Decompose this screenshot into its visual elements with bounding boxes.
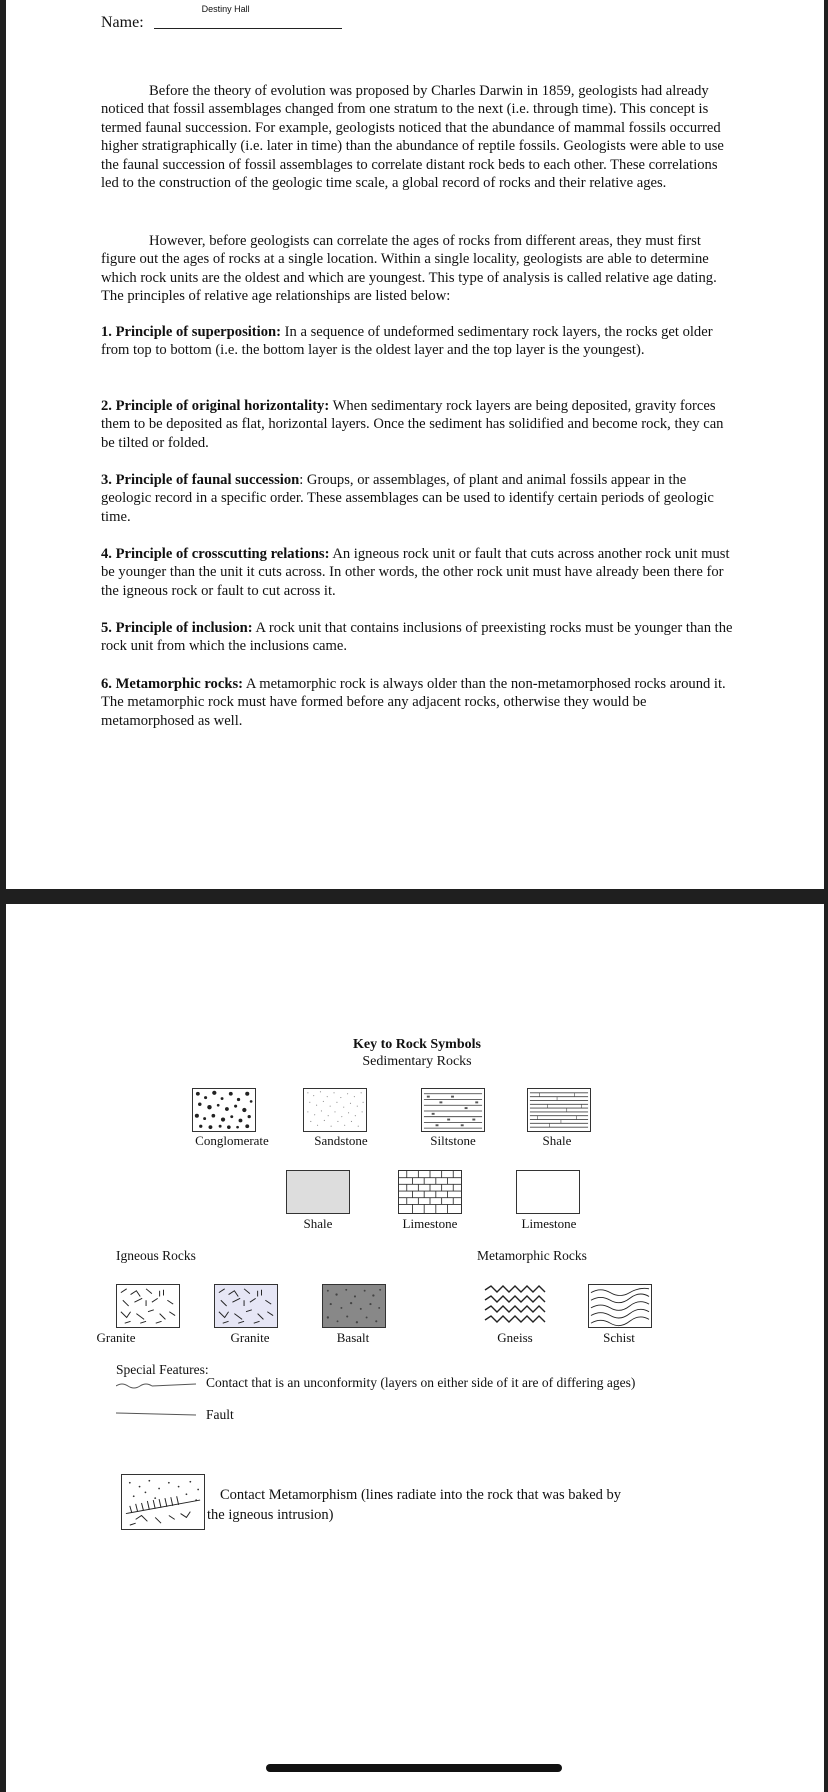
intro-paragraph-2: However, before geologists can correlate the ages of rocks from different areas, they must first figure out the ages of rocks at a single location. Within a single locality, geologists are able to determine which rock units are the oldest and which are youngest. This type of analysis is called relative age dating. The principles of relative age relationships are listed below: — [101, 233, 717, 305]
contact-metamorphism-text-line1: Contact Metamorphism (lines radiate into the rock that was baked by — [220, 1487, 622, 1503]
principle-text: A rock unit that contains inclusions of preexisting rocks must be younger than the rock unit from which the inclusions came. — [101, 620, 733, 655]
principle-text: A metamorphic rock is always older than the non-metamorphosed rocks around it. The metamorphic rock must have formed before any adjacent rocks, otherwise they would be metamorphosed as well. — [101, 676, 726, 729]
shale-striped-symbol — [527, 1088, 591, 1132]
name-field[interactable] — [154, 4, 342, 29]
granite-label-2: Granite — [230, 1330, 270, 1345]
sandstone-label: Sandstone — [314, 1133, 368, 1148]
principle-title: 3. Principle of faunal succession — [101, 472, 300, 488]
principle-title: 1. Principle of superposition: — [101, 324, 281, 340]
basalt-label: Basalt — [336, 1330, 370, 1345]
granite-label: Granite — [96, 1330, 136, 1345]
principle-text: When sedimentary rock layers are being deposited, gravity forces them to be deposited as flat, horizontal layers. Once the sediment has solidified and become rock, they can be tilted or folded. — [101, 398, 724, 451]
name-value: Destiny Hall — [201, 4, 250, 14]
name-row — [101, 4, 342, 32]
conglomerate-symbol — [192, 1088, 256, 1132]
principle-text: : Groups, or assemblages, of plant and animal fossils appear in the geologic record in a specific order. These assemblages can be used to identify certain periods of geologic time. — [101, 472, 714, 525]
sandstone-symbol — [303, 1088, 367, 1132]
fault-icon — [116, 1410, 196, 1418]
schist-label: Schist — [603, 1330, 635, 1345]
principle-title: 4. Principle of crosscutting relations: — [101, 546, 330, 562]
shale-label-2: Shale — [303, 1216, 333, 1231]
contact-metamorphism-symbol — [121, 1474, 205, 1530]
principle-4 — [101, 545, 733, 600]
limestone-brick-symbol — [398, 1170, 462, 1214]
worksheet-page-2 — [6, 904, 824, 1792]
igneous-title: Igneous Rocks — [116, 1248, 196, 1263]
worksheet-page-1 — [6, 0, 824, 889]
name-label: Name: — [101, 14, 144, 31]
granite-symbol — [116, 1284, 180, 1328]
shale-solid-symbol — [286, 1170, 350, 1214]
limestone-label-2: Limestone — [521, 1216, 577, 1231]
basalt-symbol — [322, 1284, 386, 1328]
unconformity-text: Contact that is an unconformity (layers on either side of it are of differing ages) — [206, 1375, 636, 1390]
principle-text: An igneous rock unit or fault that cuts across another rock unit must be younger than the unit it cuts across. In other words, the other rock unit must have already been there for the igneous rock or fault to cut across it. — [101, 546, 730, 599]
principle-title: 5. Principle of inclusion: — [101, 620, 253, 636]
intro-paragraph-1: Before the theory of evolution was proposed by Charles Darwin in 1859, geologists had already noticed that fossil assemblages changed from one stratum to the next (i.e. through time). This concept is termed faunal succession. For example, geologists noticed that the abundance of mammal fossils occurred higher stratigraphically (i.e. later in time) than the abundance of reptile fossils. Geologists were able to use the faunal succession of fossil assemblages to correlate distant rock beds to each other. These correlations led to the construction of the geologic time scale, a global record of rocks and their relative ages. — [101, 83, 724, 192]
contact-metamorphism-text-line2: the igneous intrusion) — [207, 1507, 334, 1523]
key-title: Key to Rock Symbols — [353, 1037, 481, 1052]
limestone-label: Limestone — [402, 1216, 458, 1231]
granite-shaded-symbol — [214, 1284, 278, 1328]
siltstone-symbol — [421, 1088, 485, 1132]
principle-title: 2. Principle of original horizontality: — [101, 398, 330, 414]
gneiss-symbol — [483, 1284, 547, 1328]
principle-text: In a sequence of undeformed sedimentary rock layers, the rocks get older from top to bottom (i.e. the bottom layer is the oldest layer and the top layer is the youngest). — [101, 324, 713, 359]
gneiss-label: Gneiss — [497, 1330, 533, 1345]
limestone-blank-symbol — [516, 1170, 580, 1214]
home-indicator[interactable] — [266, 1764, 562, 1772]
fault-text: Fault — [206, 1407, 234, 1422]
conglomerate-label: Conglomerate — [195, 1133, 269, 1148]
unconformity-icon — [116, 1378, 196, 1390]
principle-2 — [101, 397, 733, 452]
schist-symbol — [588, 1284, 652, 1328]
siltstone-label: Siltstone — [430, 1133, 476, 1148]
shale-label: Shale — [542, 1133, 572, 1148]
special-features-title: Special Features: — [116, 1362, 209, 1377]
principle-6 — [101, 675, 733, 730]
metamorphic-title: Metamorphic Rocks — [477, 1248, 587, 1263]
sedimentary-title: Sedimentary Rocks — [362, 1054, 472, 1069]
principle-title: 6. Metamorphic rocks: — [101, 676, 243, 692]
principle-3 — [101, 471, 733, 526]
principle-5 — [101, 619, 733, 656]
principle-1 — [101, 323, 733, 360]
